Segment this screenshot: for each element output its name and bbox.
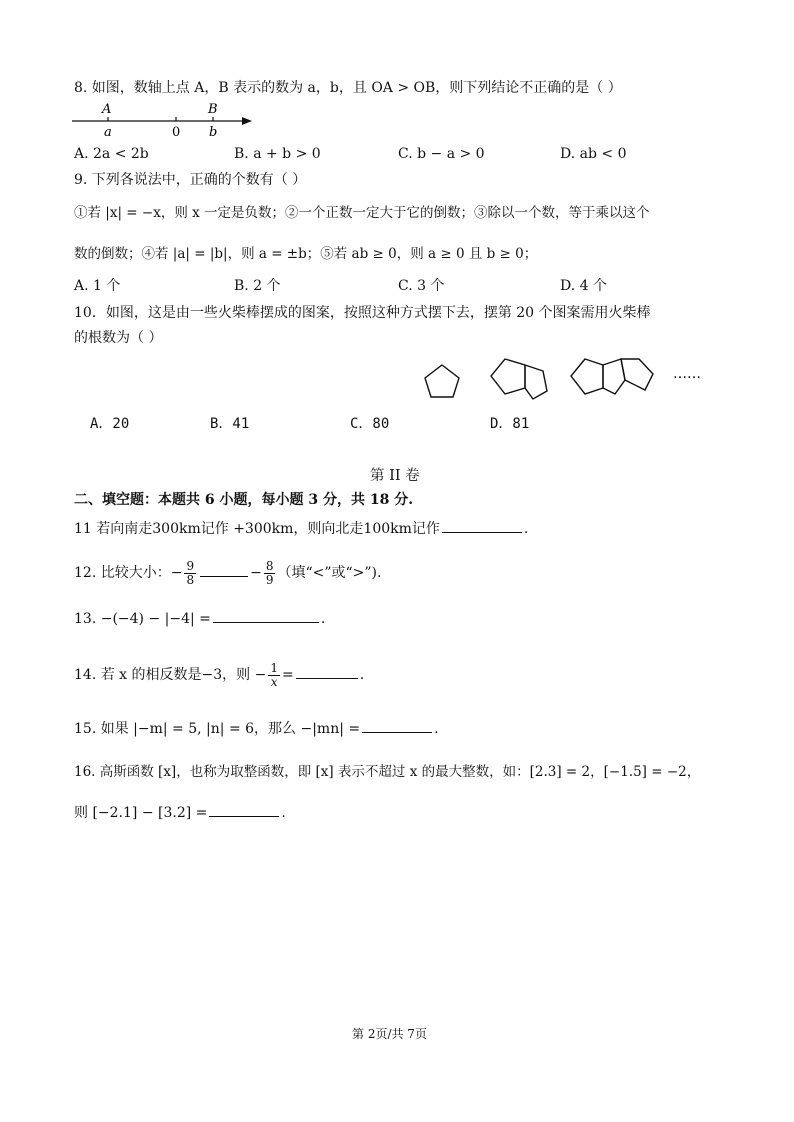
- q15-end: .: [434, 721, 439, 737]
- pattern-3-pentagons: [571, 359, 653, 394]
- pattern-2-pentagons: [491, 359, 547, 399]
- q11-answer-blank[interactable]: [442, 518, 522, 533]
- q9-stem: 9. 下列各说法中，正确的个数有（ ）: [74, 172, 307, 188]
- q12-fraction-1: $\frac{9}{8}$: [186, 558, 195, 587]
- q16-answer-blank[interactable]: [209, 802, 279, 817]
- q13: [74, 608, 325, 629]
- q10-stem-line1: 10．如图，这是由一些火柴棒摆成的图案，按照这种方式摆下去，摆第 20 个图案需用火柴棒: [74, 305, 651, 321]
- q12-prefix: 12. 比较大小：−: [74, 565, 183, 581]
- q8-stem: 8. 如图，数轴上点 A，B 表示的数为 a，b，且 OA > OB，则下列结论不正确的是（ ）: [74, 80, 622, 96]
- q14-end: .: [359, 667, 365, 683]
- q9-option-b: B. 2 个: [234, 278, 281, 294]
- q15-answer-blank[interactable]: [362, 718, 432, 733]
- q8-option-b: B. a + b > 0: [234, 146, 321, 162]
- point-a-lower-label: a: [104, 125, 112, 140]
- q14-equals: =: [281, 667, 294, 683]
- q13-answer-blank[interactable]: [213, 608, 319, 623]
- point-b-upper-label: B: [208, 102, 218, 117]
- q15: [74, 718, 439, 739]
- q16-line1: 16. 高斯函数 [x]，也称为取整函数，即 [x] 表示不超过 x 的最大整数，如：[2.3] = 2，[−1.5] = −2，: [74, 764, 701, 780]
- number-line-figure: [68, 100, 258, 140]
- q14-answer-blank[interactable]: [296, 664, 358, 679]
- q14: [74, 658, 364, 692]
- q9-statements-line1: ①若 |x| = −x，则 x 一定是负数；②一个正数一定大于它的倒数；③除以一个数，等于乘以这个: [74, 205, 650, 221]
- page-footer: 第 2页/共 7页: [352, 1027, 427, 1041]
- q15-text: 15. 如果 |−m| = 5, |n| = 6，那么 −|mn| =: [74, 721, 361, 737]
- q12-fraction-2: $\frac{8}{9}$: [265, 558, 274, 587]
- q12-minus: −: [250, 565, 262, 581]
- q12-answer-blank[interactable]: [200, 562, 248, 577]
- q9-statements-line2: 数的倒数；④若 |a| = |b|，则 a = ±b；⑤若 ab ≥ 0，则 a ≥ 0 且 b ≥ 0；: [74, 246, 538, 262]
- q11-end: .: [523, 521, 529, 537]
- q16-end: .: [281, 805, 286, 821]
- q16-text: 则 [−2.1] − [3.2] =: [74, 805, 208, 821]
- q12: [74, 556, 381, 590]
- q8-option-d: D. ab < 0: [560, 146, 627, 162]
- q10-option-b: B．41: [210, 416, 250, 432]
- q10-option-a: A．20: [90, 416, 130, 432]
- origin-label: 0: [172, 125, 181, 140]
- q9-option-a: A. 1 个: [74, 278, 121, 294]
- section-heading: 二、填空题：本题共 6 小题，每小题 3 分，共 18 分.: [74, 492, 414, 508]
- q14-prefix: 14. 若 x 的相反数是−3，则 −: [74, 667, 267, 683]
- q8-option-a: A. 2a < 2b: [74, 146, 149, 162]
- q11-text: 11 若向南走300km记作 +300km，则向北走100km记作: [74, 521, 440, 537]
- q13-end: .: [320, 611, 326, 627]
- q13-text: 13. −(−4) − |−4| =: [74, 611, 211, 627]
- matchstick-pattern-figure: [415, 352, 725, 410]
- q9-option-c: C. 3 个: [398, 278, 445, 294]
- q10-option-c: C．80: [350, 416, 390, 432]
- q10-option-d: D．81: [490, 416, 530, 432]
- section-title: 第 II 卷: [370, 468, 420, 484]
- pattern-ellipsis: ……: [673, 366, 701, 382]
- q11: [74, 518, 528, 539]
- q8-option-c: C. b − a > 0: [398, 146, 485, 162]
- q12-suffix: （填“<”或“>”).: [277, 565, 382, 581]
- pattern-1-pentagon: [425, 365, 459, 397]
- q16-line2: [74, 802, 286, 823]
- q10-stem-line2: 的根数为（ ）: [74, 330, 163, 346]
- point-a-upper-label: A: [102, 102, 112, 117]
- point-b-lower-label: b: [209, 125, 218, 140]
- q14-fraction: $\frac{1}{x}$: [270, 660, 278, 689]
- q9-option-d: D. 4 个: [560, 278, 607, 294]
